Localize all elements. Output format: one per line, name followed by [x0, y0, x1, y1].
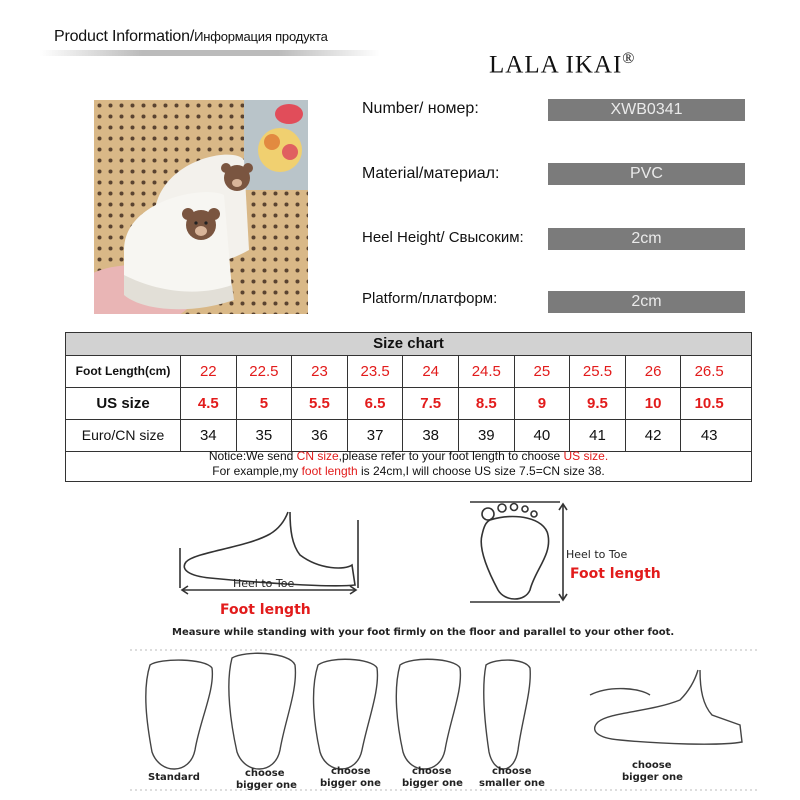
notice-highlight: CN size	[296, 449, 339, 463]
table-cell: 9	[515, 388, 571, 419]
foot-caption: choose	[492, 766, 532, 777]
material-label: Material/материал:	[362, 165, 500, 182]
table-cell: 34	[181, 420, 237, 451]
foot-outline-wide-2	[314, 659, 378, 769]
table-cell: 22.5	[237, 356, 293, 387]
number-label: Number/ номер:	[362, 100, 479, 117]
platform-label: Platform/платформ:	[362, 290, 498, 307]
table-cell: 5	[237, 388, 293, 419]
notice-line-1	[66, 449, 751, 464]
foot-caption: choose	[632, 760, 672, 771]
table-cell: 9.5	[570, 388, 626, 419]
table-cell: 10	[626, 388, 682, 419]
table-cell: 42	[626, 420, 682, 451]
table-cell: 26.5	[694, 363, 724, 380]
heel-height-label: Heel Height/ Свысоким:	[362, 229, 524, 246]
notice-text: ,please refer to your foot length to choose	[338, 449, 564, 463]
brand-name: LALA IKAI	[489, 51, 623, 79]
table-cell: 36	[292, 420, 348, 451]
table-cell: 22	[181, 356, 237, 387]
foot-caption: choose	[412, 766, 452, 777]
foot-length-label-left: Foot length	[220, 602, 311, 618]
table-cell: 43	[700, 427, 718, 444]
foot-outline-narrow	[484, 660, 531, 769]
brand-mark: ®	[622, 50, 636, 67]
table-cell: 24.5	[459, 356, 515, 387]
table-cell: 4.5	[181, 388, 237, 419]
foot-caption: choose	[245, 768, 285, 779]
material-value: PVC	[548, 163, 745, 185]
size-chart-title: Size chart	[66, 333, 751, 356]
row-label: US size	[66, 388, 181, 419]
header-title-ru: Информация продукта	[194, 29, 328, 44]
platform-value: 2cm	[548, 291, 745, 313]
brand-logo	[489, 50, 635, 79]
foot-caption: Standard	[148, 772, 200, 783]
foot-length-row	[66, 356, 751, 388]
measure-note: Measure while standing with your foot firmly on the floor and parallel to your other foot.	[172, 627, 675, 638]
foot-outline-wide-3	[396, 659, 460, 769]
size-notice	[66, 449, 751, 479]
table-cell: 23	[292, 356, 348, 387]
sole-foot-icon	[470, 502, 567, 602]
heel-to-toe-label-left: Heel to Toe	[233, 577, 295, 590]
table-cell: 5.5	[292, 388, 348, 419]
notice-highlight: US size.	[563, 449, 609, 463]
size-chart	[65, 332, 752, 482]
table-cell: 26	[626, 356, 682, 387]
foot-caption: bigger one	[320, 778, 381, 789]
table-cell: 41	[570, 420, 626, 451]
foot-caption: bigger one	[622, 772, 683, 783]
measurement-diagram	[0, 490, 800, 800]
table-cell: 10.5	[694, 395, 724, 412]
table-cell: 6.5	[348, 388, 404, 419]
table-cell: 23.5	[348, 356, 404, 387]
us-size-row	[66, 388, 751, 420]
table-cell: 24	[403, 356, 459, 387]
header-title-en: Product Information/	[54, 28, 195, 45]
table-cell: 40	[515, 420, 571, 451]
foot-caption: smaller one	[479, 778, 545, 789]
row-label: Euro/CN size	[66, 420, 181, 451]
heel-to-toe-label-right: Heel to Toe	[566, 548, 628, 561]
table-cell: 38	[403, 420, 459, 451]
table-cell: 37	[348, 420, 404, 451]
number-value: XWB0341	[548, 99, 745, 121]
foot-caption: choose	[331, 766, 371, 777]
foot-length-label-right: Foot length	[570, 566, 661, 582]
table-cell: 35	[237, 420, 293, 451]
table-cell: 8.5	[459, 388, 515, 419]
notice-text: is 24cm,I will choose US size 7.5=CN size 38.	[357, 464, 605, 478]
foot-outline-wide-1	[229, 653, 296, 769]
notice-text: Notice:We send	[208, 449, 297, 463]
foot-caption: bigger one	[402, 778, 463, 789]
notice-line-2	[66, 464, 751, 479]
table-cell: 39	[459, 420, 515, 451]
foot-outline-instep	[595, 670, 742, 744]
table-cell: 7.5	[403, 388, 459, 419]
product-photo	[94, 100, 308, 314]
row-label: Foot Length(cm)	[66, 356, 181, 387]
foot-outline-standard	[146, 660, 213, 769]
table-cell: 25	[515, 356, 571, 387]
heel-height-value: 2cm	[548, 228, 745, 250]
euro-cn-size-row	[66, 420, 751, 452]
table-cell: 25.5	[570, 356, 626, 387]
header-divider	[40, 50, 380, 56]
foot-caption: bigger one	[236, 780, 297, 791]
notice-text: For example,my	[212, 464, 302, 478]
notice-highlight: foot length	[301, 464, 358, 478]
header-title	[54, 28, 328, 46]
